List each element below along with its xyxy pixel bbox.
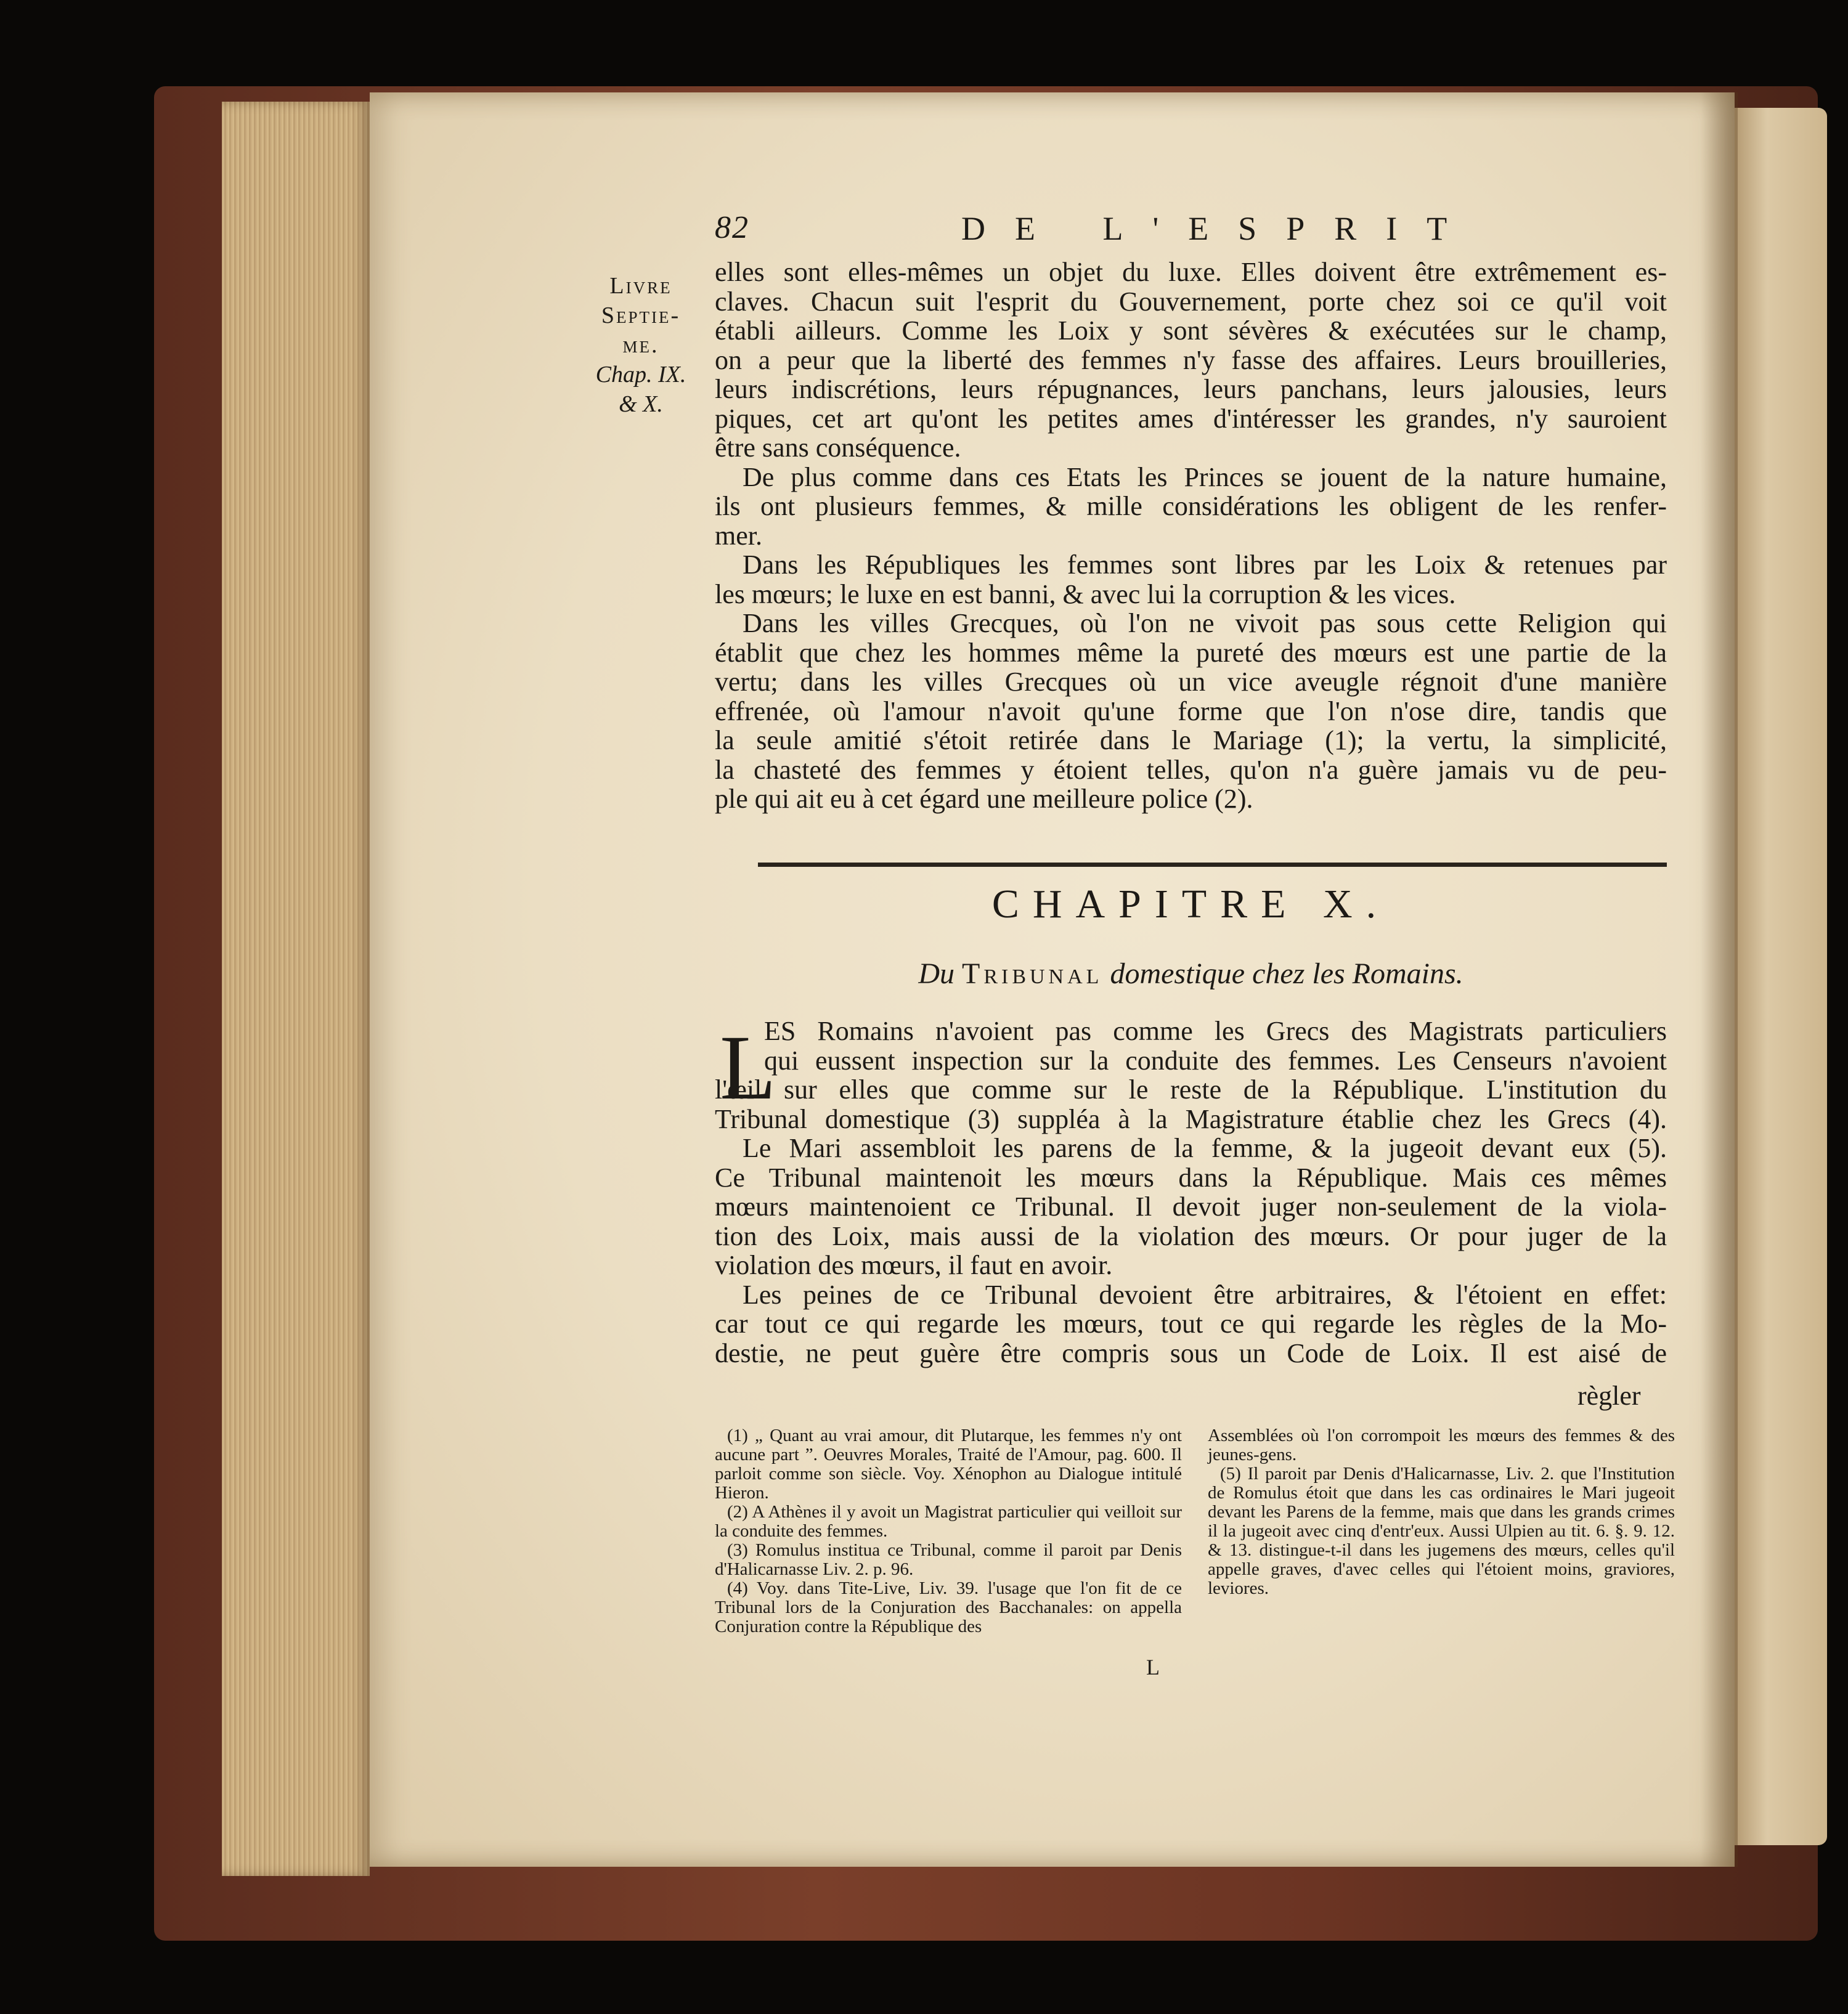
next-page-edge (1735, 108, 1827, 1845)
chapter-subtitle (715, 957, 1667, 991)
text-line: la seule amitié s'étoit retirée dans le Mariage (1); la vertu, la simplicité, (715, 725, 1667, 755)
text-line: ple qui ait eu à cet égard une meilleure police (2). (715, 784, 1253, 814)
margin-note (579, 271, 702, 419)
chapter-subtitle-rest: domestique chez les Romains. (1110, 957, 1463, 990)
text-line: vertu; dans les villes Grecques où un vice aveugle régnoit d'une manière (715, 667, 1667, 697)
running-head (715, 209, 1676, 259)
margin-note-line: & X. (619, 391, 663, 417)
margin-note-line: Livre (609, 273, 672, 299)
text-line: mœurs maintenoient ce Tribunal. Il devoit juger non-seulement de la viola- (715, 1192, 1667, 1222)
text-line: ES Romains n'avoient pas comme les Grecs des Magistrats particuliers (764, 1016, 1667, 1046)
text-line: Ce Tribunal maintenoit les mœurs dans la République. Mais ces mêmes (715, 1162, 1667, 1193)
text-line: Dans les Républiques les femmes sont libres par les Loix & retenues par (743, 550, 1667, 580)
text-line: claves. Chacun suit l'esprit du Gouvernement, porte chez soi ce qu'il voit (715, 286, 1667, 317)
page-number: 82 (715, 210, 749, 245)
chapter-rule (758, 863, 1667, 867)
footnotes-left-column (715, 1426, 1182, 1636)
body-text-chapter (715, 1017, 1667, 1368)
text-line: Les peines de ce Tribunal devoient être arbitraires, & l'étoient en effet: (743, 1279, 1667, 1310)
text-line: on a peur que la liberté des femmes n'y fasse des affaires. Leurs brouilleries, (715, 344, 1667, 375)
footnote: (1) „ Quant au vrai amour, dit Plutarque, les femmes n'y ont aucune part ”. Oeuvres Morales, Traité de l'Amour, pag. 600. Il parloit comme son siècle. Voy. Xénophon au Dialogue intitulé Hieron. (715, 1426, 1182, 1503)
text-line: elles sont elles-mêmes un objet du luxe. Elles doivent être extrêmement es- (715, 257, 1667, 287)
text-line: la chasteté des femmes y étoient telles, qu'on n'a guère jamais vu de peu- (715, 754, 1667, 785)
text-line: tion des Loix, mais aussi de la violation des mœurs. Or pour juger de la (715, 1220, 1667, 1251)
catchword: règler (1577, 1381, 1641, 1411)
text-line: violation des mœurs, il faut en avoir. (715, 1250, 1113, 1280)
footnotes (715, 1426, 1675, 1648)
text-line: ils ont plusieurs femmes, & mille considérations les obligent de les renfer- (715, 491, 1667, 521)
text-line: être sans conséquence. (715, 432, 961, 463)
footnote: (5) Il paroit par Denis d'Halicarnasse, Liv. 2. que l'Institution de Romulus étoit que dans les cas ordinaires le Mari jugeoit devant les Parens de la femme, mais que dans les grands crimes il la jugeoit avec cinq d'entr'eux. Aussi Ulpien au tit. 6. §. 9. 12. & 13. distingue-t-il dans les jugemens des mœurs, celles qu'il appelle graves, d'avec celles qui l'étoient moins, graviores, leviores. (1208, 1464, 1675, 1598)
footnote: (4) Voy. dans Tite-Live, Liv. 39. l'usage que l'on fit de ce Tribunal lors de la Conjuration des Bacchanales: on appella Conjuration contre la République des (715, 1578, 1182, 1636)
text-line: établit que chez les hommes même la pureté des mœurs est une partie de la (715, 637, 1667, 668)
body-text-top (715, 258, 1667, 814)
page-gutter-shadow (1701, 92, 1738, 1867)
margin-note-line: Septie- (601, 303, 681, 328)
text-line: effrenée, où l'amour n'avoit qu'une forme que l'on n'ose dire, tandis que (715, 696, 1667, 726)
page-block-edges (222, 102, 370, 1876)
footnote: (2) A Athènes il y avoit un Magistrat particulier qui veilloit sur la conduite des femmes. (715, 1502, 1182, 1541)
text-line: Dans les villes Grecques, où l'on ne vivoit pas sous cette Religion qui (743, 608, 1667, 638)
margin-note-line: Chap. IX. (595, 362, 686, 388)
footnote: Assemblées où l'on corrompoit les mœurs des femmes & des jeunes-gens. (1208, 1426, 1675, 1464)
text-line: car tout ce qui regarde les mœurs, tout ce qui regarde les règles de la Mo- (715, 1309, 1667, 1339)
text-line: qui eussent inspection sur la conduite des femmes. Les Censeurs n'avoient (764, 1045, 1667, 1076)
text-line: leurs indiscrétions, leurs répugnances, leurs panchans, leurs jalousies, leurs (715, 374, 1667, 404)
text-line: Tribunal domestique (3) suppléa à la Magistrature établie chez les Grecs (4). (715, 1103, 1667, 1134)
text-line: Le Mari assembloit les parens de la femme, & la jugeoit devant eux (5). (743, 1133, 1667, 1163)
running-title: DE L'ESPRIT (961, 210, 1477, 247)
margin-note-line: me. (622, 332, 659, 358)
chapter-subtitle-tribunal: Tribunal (962, 957, 1103, 990)
footnotes-right-column (1208, 1426, 1675, 1598)
text-line: De plus comme dans ces Etats les Princes se jouent de la nature humaine, (743, 461, 1667, 492)
text-line: mer. (715, 520, 762, 551)
text-line: destie, ne peut guère être compris sous un Code de Loix. Il est aisé de (715, 1338, 1667, 1368)
chapter-subtitle-du: Du (918, 957, 955, 990)
signature-mark: L (1146, 1655, 1160, 1679)
text-line: établi ailleurs. Comme les Loix y sont sévères & exécutées sur le champ, (715, 315, 1667, 346)
text-line: piques, cet art qu'ont les petites ames d'intéresser les grandes, n'y sauroient (715, 403, 1667, 434)
text-line: les mœurs; le luxe en est banni, & avec lui la corruption & les vices. (715, 579, 1456, 609)
chapter-title: CHAPITRE X. (991, 882, 1390, 927)
footnote: (3) Romulus institua ce Tribunal, comme il paroit par Denis d'Halicarnasse Liv. 2. p. 96. (715, 1540, 1182, 1579)
drop-cap: L (720, 1017, 776, 1119)
text-line: l'œil sur elles que comme sur le reste de la République. L'institution du (715, 1074, 1667, 1105)
